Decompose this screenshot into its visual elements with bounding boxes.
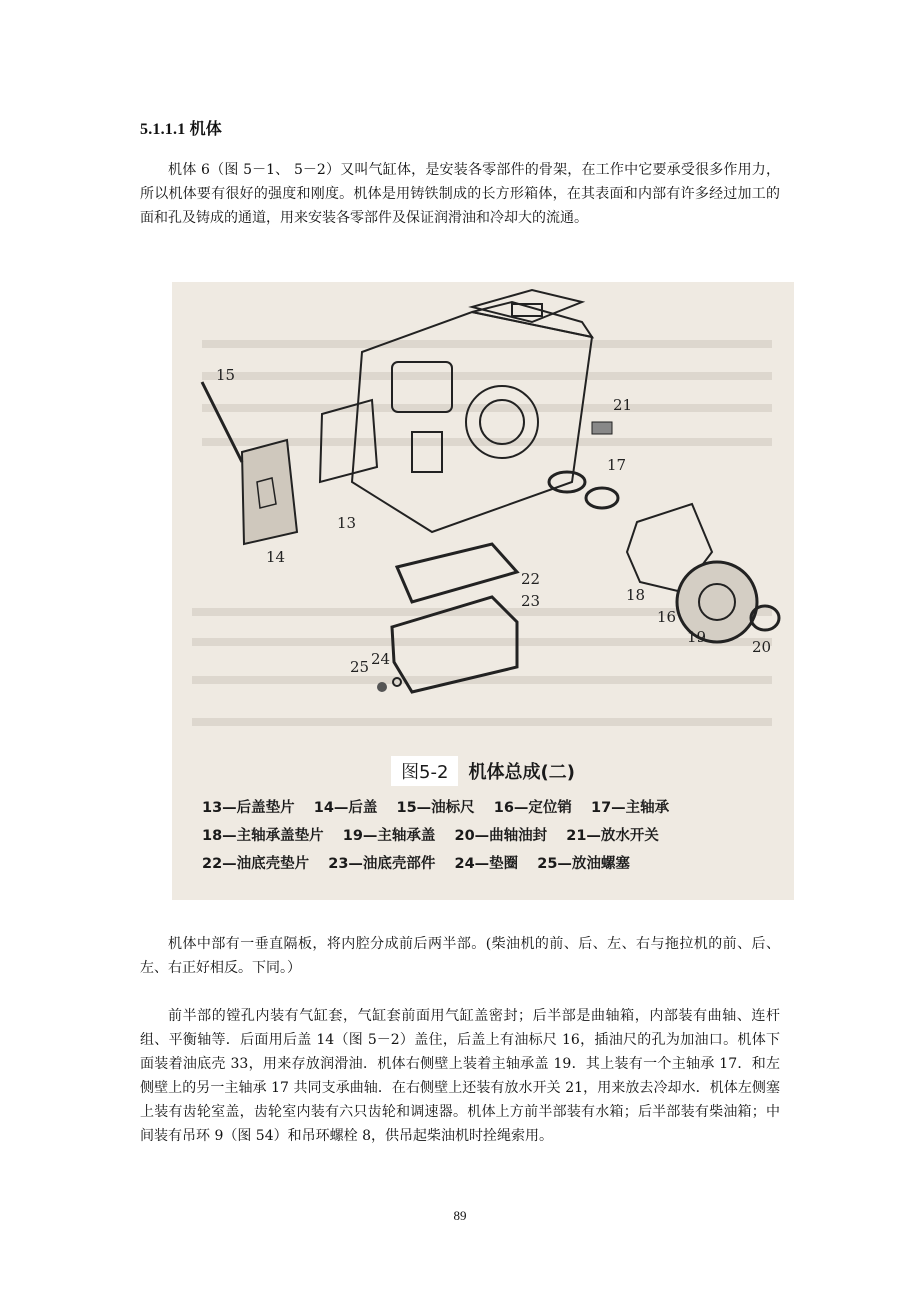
legend-row <box>202 850 782 878</box>
callout-label: 24 <box>371 650 391 668</box>
callout-label: 25 <box>350 658 370 676</box>
callout-label: 15 <box>216 366 236 384</box>
legend-item: 21—放水开关 <box>566 828 659 844</box>
legend-row <box>202 794 782 822</box>
paragraph-partition: 机体中部有一垂直隔板，将内腔分成前后两半部。(柴油机的前、后、左、右与拖拉机的前、后、左、右正好相反。下同。） <box>140 936 780 976</box>
paragraph-front-rear: 前半部的镗孔内装有气缸套，气缸套前面用气缸盖密封；后半部是曲轴箱，内部装有曲轴、连杆组、平衡轴等．后面用后盖 14（图 5－2）盖住，后盖上有油标尺 16，插油尺的孔为加油口。机体下面装着油底壳 33，用来存放润滑油．机体右侧壁上装着主轴承盖 19．其上装有一个主轴承 17．和左侧壁上的另一主轴承 17 共同支承曲轴．在右侧壁上还装有放水开关 21，用来放去冷却水．机体左侧塞上装有齿轮室盖，齿轮室内装有六只齿轮和调速器。机体上方前半部装有水箱；后半部装有柴油箱；中间装有吊环 9（图 54）和吊环螺栓 8，供吊起柴油机时拴绳索用。 <box>140 1008 780 1144</box>
legend-item: 16—定位销 <box>493 800 572 816</box>
callout-label: 14 <box>266 548 286 566</box>
figure-title: 机体总成(二) <box>468 762 575 783</box>
callout-label: 19 <box>687 628 707 646</box>
legend-item: 18—主轴承盖垫片 <box>202 828 324 844</box>
legend-item: 25—放油螺塞 <box>537 856 630 872</box>
paragraph-intro: 机体 6（图 5－1、 5－2）又叫气缸体，是安装各零部件的骨架，在工作中它要承受很多作用力，所以机体要有很好的强度和刚度。机体是用铸铁制成的长方形箱体，在其表面和内部有许多经过加工的面和孔及铸成的通道，用来安装各零部件及保证润滑油和冷却大的流通。 <box>140 162 780 226</box>
legend-item: 24—垫圈 <box>454 856 519 872</box>
callout-label: 18 <box>626 586 646 604</box>
callout-label: 13 <box>337 514 357 532</box>
legend-item: 20—曲轴油封 <box>454 828 548 844</box>
legend-item: 14—后盖 <box>313 800 378 816</box>
legend-row <box>202 822 782 850</box>
section-heading: 5.1.1.1 机体 <box>140 121 223 138</box>
page-number: 89 <box>453 1208 467 1223</box>
figure-legend <box>202 794 782 878</box>
legend-item: 15—油标尺 <box>396 800 475 816</box>
figure-engine-block-assembly <box>172 282 794 900</box>
legend-item: 23—油底壳部件 <box>328 856 436 872</box>
legend-item: 22—油底壳垫片 <box>202 856 310 872</box>
legend-item: 17—主轴承 <box>591 800 670 816</box>
callout-label: 23 <box>521 592 541 610</box>
callout-label: 20 <box>752 638 772 656</box>
callout-label: 22 <box>521 570 541 588</box>
callout-label: 21 <box>613 396 633 414</box>
callout-label: 17 <box>607 456 627 474</box>
figure-caption <box>172 756 794 786</box>
callout-label: 16 <box>657 608 677 626</box>
legend-item: 19—主轴承盖 <box>342 828 436 844</box>
figure-number: 图5-2 <box>391 756 458 786</box>
legend-item: 13—后盖垫片 <box>202 800 295 816</box>
exploded-diagram <box>172 282 794 752</box>
